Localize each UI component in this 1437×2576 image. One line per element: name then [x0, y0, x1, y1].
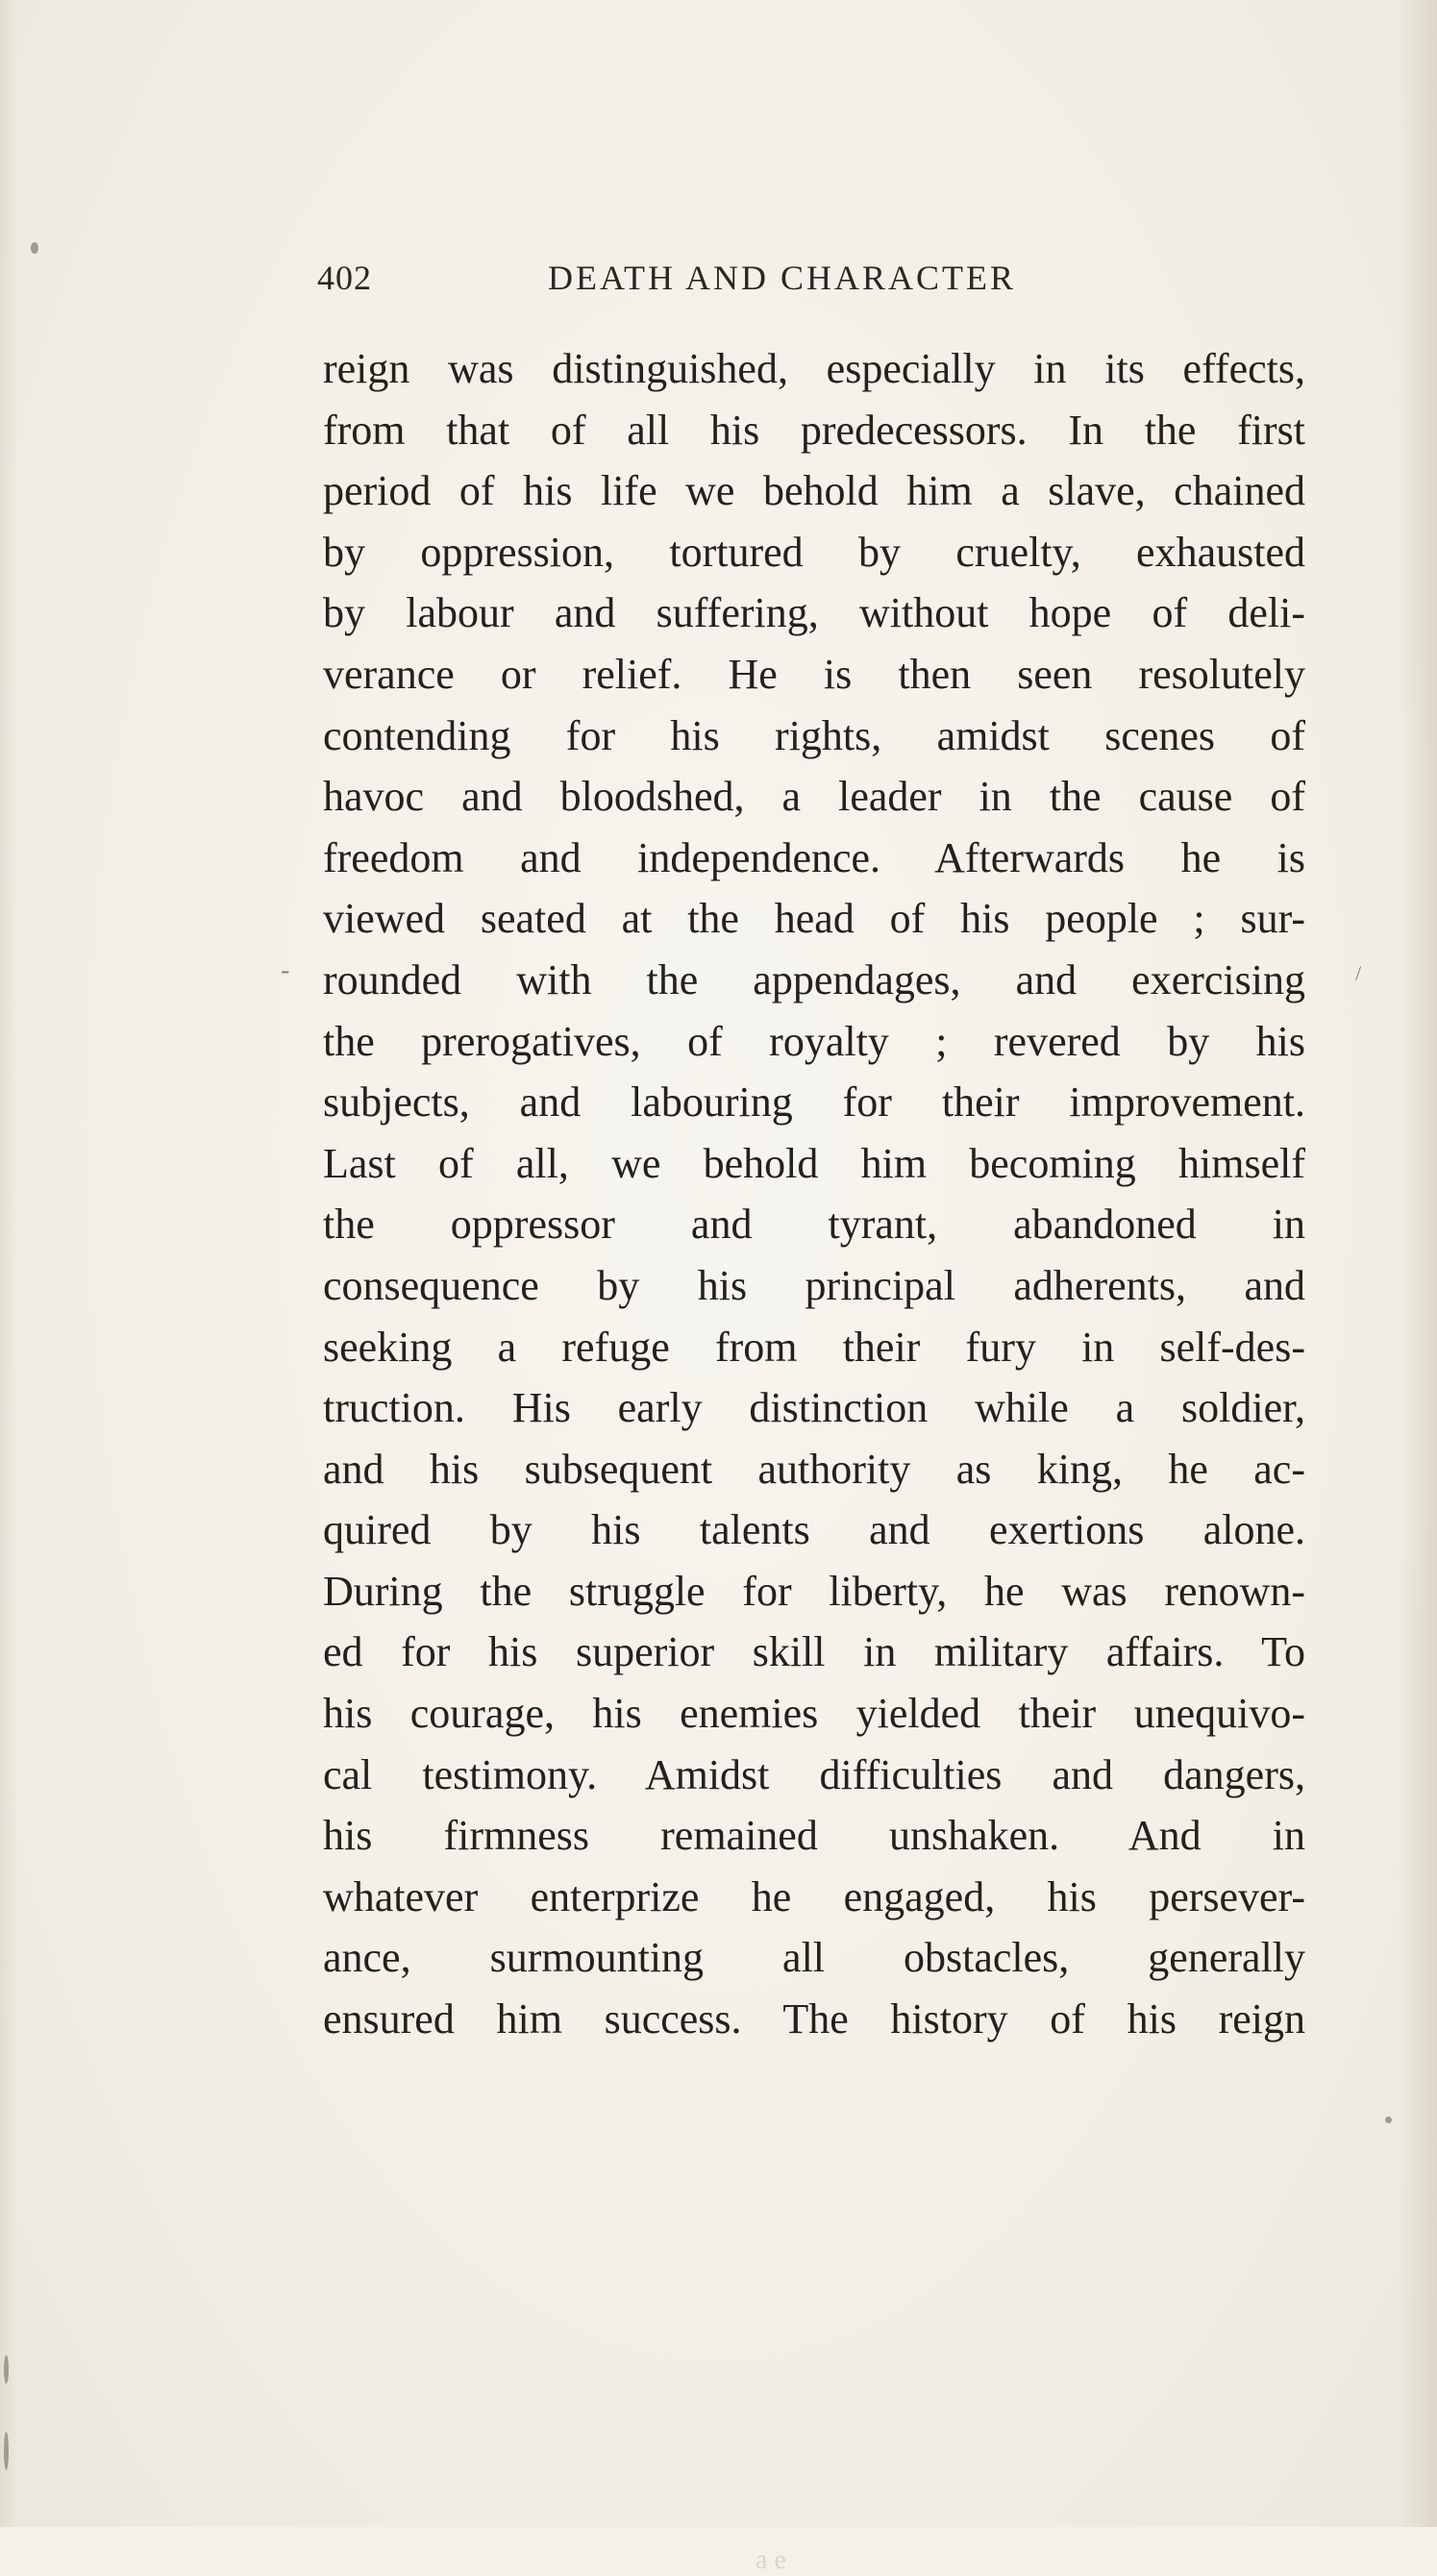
paper-speck [1385, 2117, 1392, 2123]
left-margin-mark: - [281, 955, 290, 985]
text-line: his courage, his enemies yielded their unequivo- [323, 1690, 1305, 1738]
page-left-edge-shadow [0, 0, 17, 2527]
right-margin-mark: / [1355, 961, 1362, 985]
text-line: During the struggle for liberty, he was renown- [323, 1567, 1305, 1615]
text-line: contending for his rights, amidst scenes of [323, 711, 1305, 759]
paper-speck [31, 242, 38, 254]
text-line: seeking a refuge from their fury in self-des- [323, 1323, 1305, 1371]
paper-speck [4, 2432, 9, 2470]
text-line: whatever enterprize he engaged, his persever- [323, 1872, 1305, 1920]
text-line: viewed seated at the head of his people ; sur- [323, 895, 1305, 943]
text-line: ance, surmounting all obstacles, generally [323, 1934, 1305, 1982]
body-text [323, 338, 1305, 2050]
text-line: his firmness remained unshaken. And in [323, 1812, 1305, 1860]
text-line: period of his life we behold him a slave, chained [323, 467, 1305, 515]
text-line: ensured him success. The history of his reign [323, 1995, 1305, 2043]
paper-speck [4, 2355, 9, 2384]
text-line: ed for his superior skill in military affairs. To [323, 1628, 1305, 1676]
text-line: the oppressor and tyrant, abandoned in [323, 1201, 1305, 1249]
text-line: freedom and independence. Afterwards he is [323, 833, 1305, 881]
text-line: havoc and bloodshed, a leader in the cause of [323, 773, 1305, 821]
text-line: truction. His early distinction while a soldier, [323, 1384, 1305, 1432]
bleed-through-text: a e [756, 2545, 786, 2575]
page-number: 402 [317, 259, 372, 297]
text-line: by labour and suffering, without hope of deli- [323, 589, 1305, 637]
text-line: and his subsequent authority as king, he ac- [323, 1445, 1305, 1493]
text-line: cal testimony. Amidst difficulties and dangers, [323, 1750, 1305, 1798]
text-line: the prerogatives, of royalty ; revered by his [323, 1017, 1305, 1065]
text-line: reign was distinguished, especially in its effects, [323, 345, 1305, 392]
text-line: consequence by his principal adherents, and [323, 1261, 1305, 1309]
text-line: rounded with the appendages, and exercising [323, 955, 1305, 1003]
text-line: by oppression, tortured by cruelty, exhausted [323, 528, 1305, 576]
page-right-edge-shadow [1399, 0, 1437, 2527]
text-line: Last of all, we behold him becoming himself [323, 1139, 1305, 1187]
page-header [317, 258, 1077, 315]
text-line: subjects, and labouring for their improvement. [323, 1078, 1305, 1127]
text-line: from that of all his predecessors. In the first [323, 406, 1305, 454]
text-line: quired by his talents and exertions alone. [323, 1506, 1305, 1554]
text-line: verance or relief. He is then seen resolutely [323, 650, 1305, 698]
running-head: DEATH AND CHARACTER [548, 259, 1017, 297]
